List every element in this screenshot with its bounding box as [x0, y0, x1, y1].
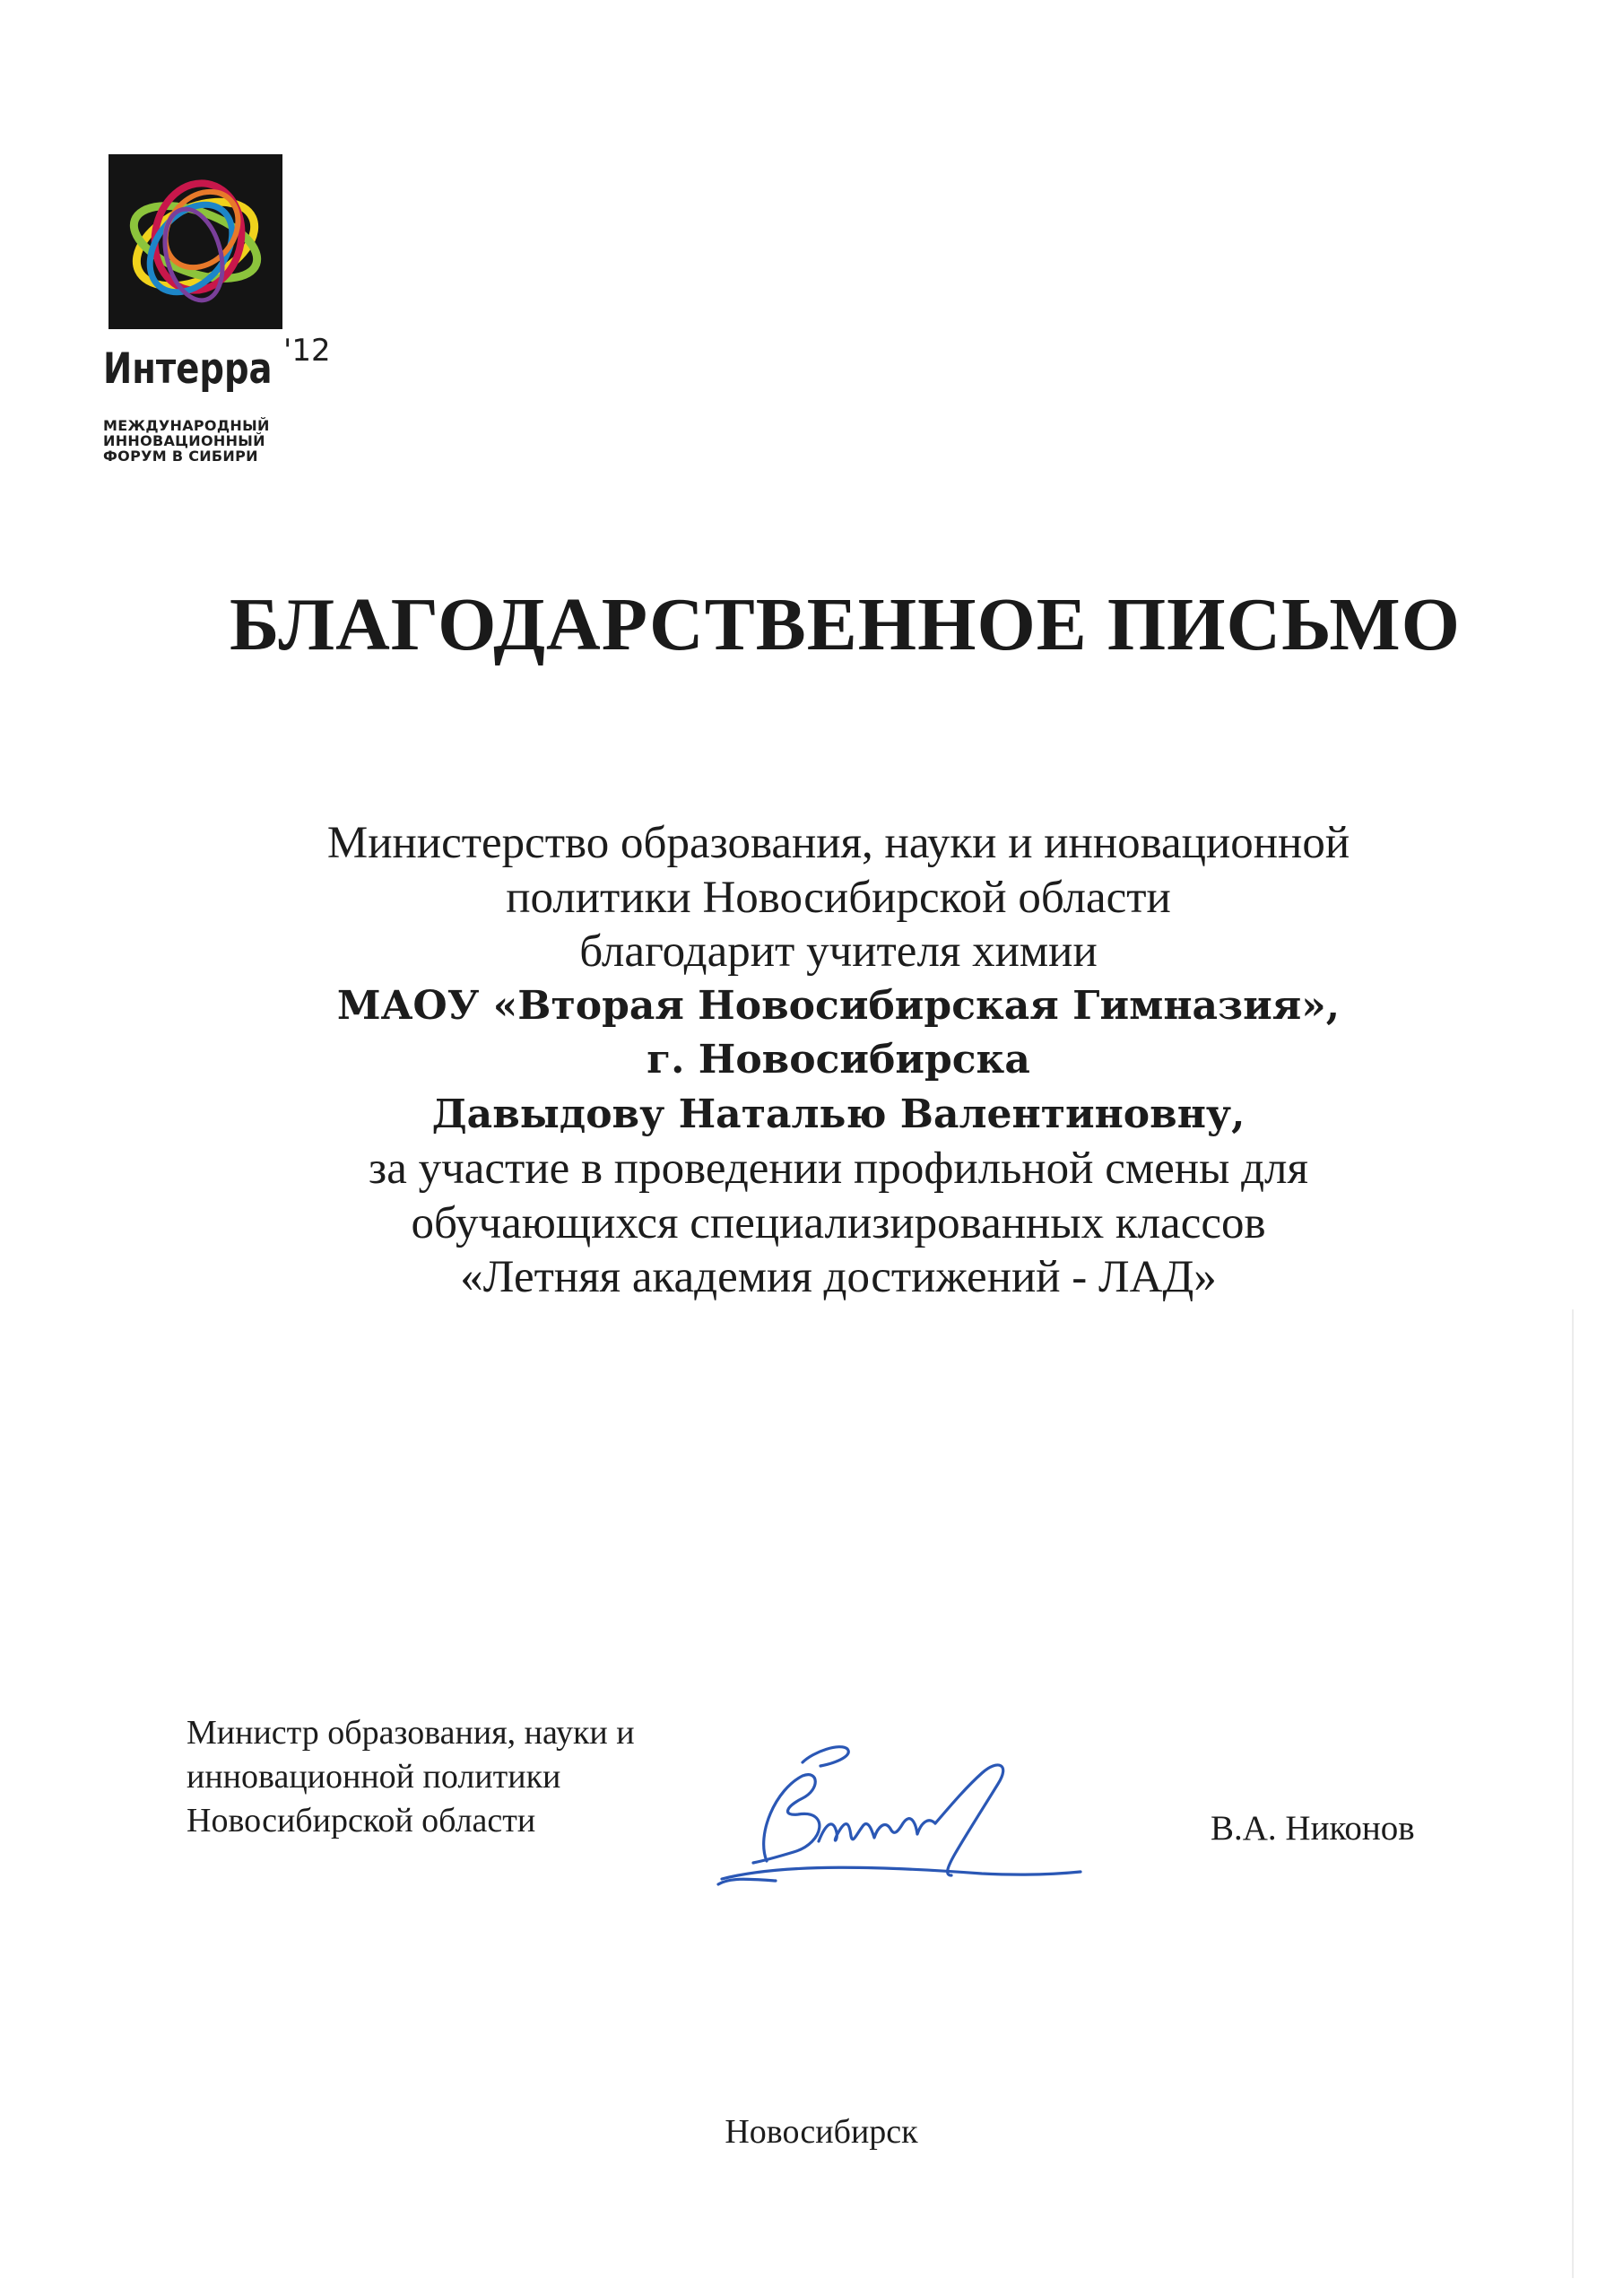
- body-line: за участие в проведении профильной смены для: [369, 1144, 1308, 1194]
- globe-logo-icon: [108, 154, 282, 329]
- program-name: «Летняя академия достижений - ЛАД»: [460, 1252, 1217, 1302]
- logo-caption: [103, 418, 300, 464]
- school-name: МАОУ «Вторая Новосибирская Гимназия»,: [336, 982, 1341, 1029]
- recipient-name: Давыдову Наталью Валентиновну,: [431, 1091, 1245, 1137]
- city: Новосибирск: [725, 2113, 918, 2151]
- signer-name: В.А. Никонов: [1211, 1809, 1415, 1848]
- school-city: г. Новосибирска: [647, 1037, 1030, 1083]
- body-line: политики Новосибирской области: [506, 872, 1171, 923]
- logo-year: '12: [283, 333, 331, 369]
- logo-caption-line: ФОРУМ В СИБИРИ: [103, 448, 258, 465]
- signer-position: [187, 1711, 635, 1843]
- document-title: БЛАГОДАРСТВЕННОЕ ПИСЬМО: [230, 583, 1461, 666]
- handwritten-signature: [713, 1726, 1089, 1906]
- forum-logo: [103, 154, 336, 486]
- logo-name: Интерра: [103, 344, 273, 394]
- logo-caption-line: МЕЖДУНАРОДНЫЙ: [103, 417, 270, 434]
- signer-position-line: Министр образования, науки и: [187, 1714, 635, 1752]
- logo-caption-line: ИННОВАЦИОННЫЙ: [103, 432, 265, 449]
- signer-position-line: Новосибирской области: [187, 1802, 536, 1839]
- body-line: благодарит учителя химии: [579, 926, 1098, 977]
- letter-body: [0, 816, 1623, 1305]
- body-line: Министерство образования, науки и инновационной: [326, 818, 1350, 868]
- signer-position-line: инновационной политики: [187, 1758, 561, 1796]
- scan-edge-divider: [1572, 1309, 1574, 2278]
- body-line: обучающихся специализированных классов: [411, 1197, 1266, 1248]
